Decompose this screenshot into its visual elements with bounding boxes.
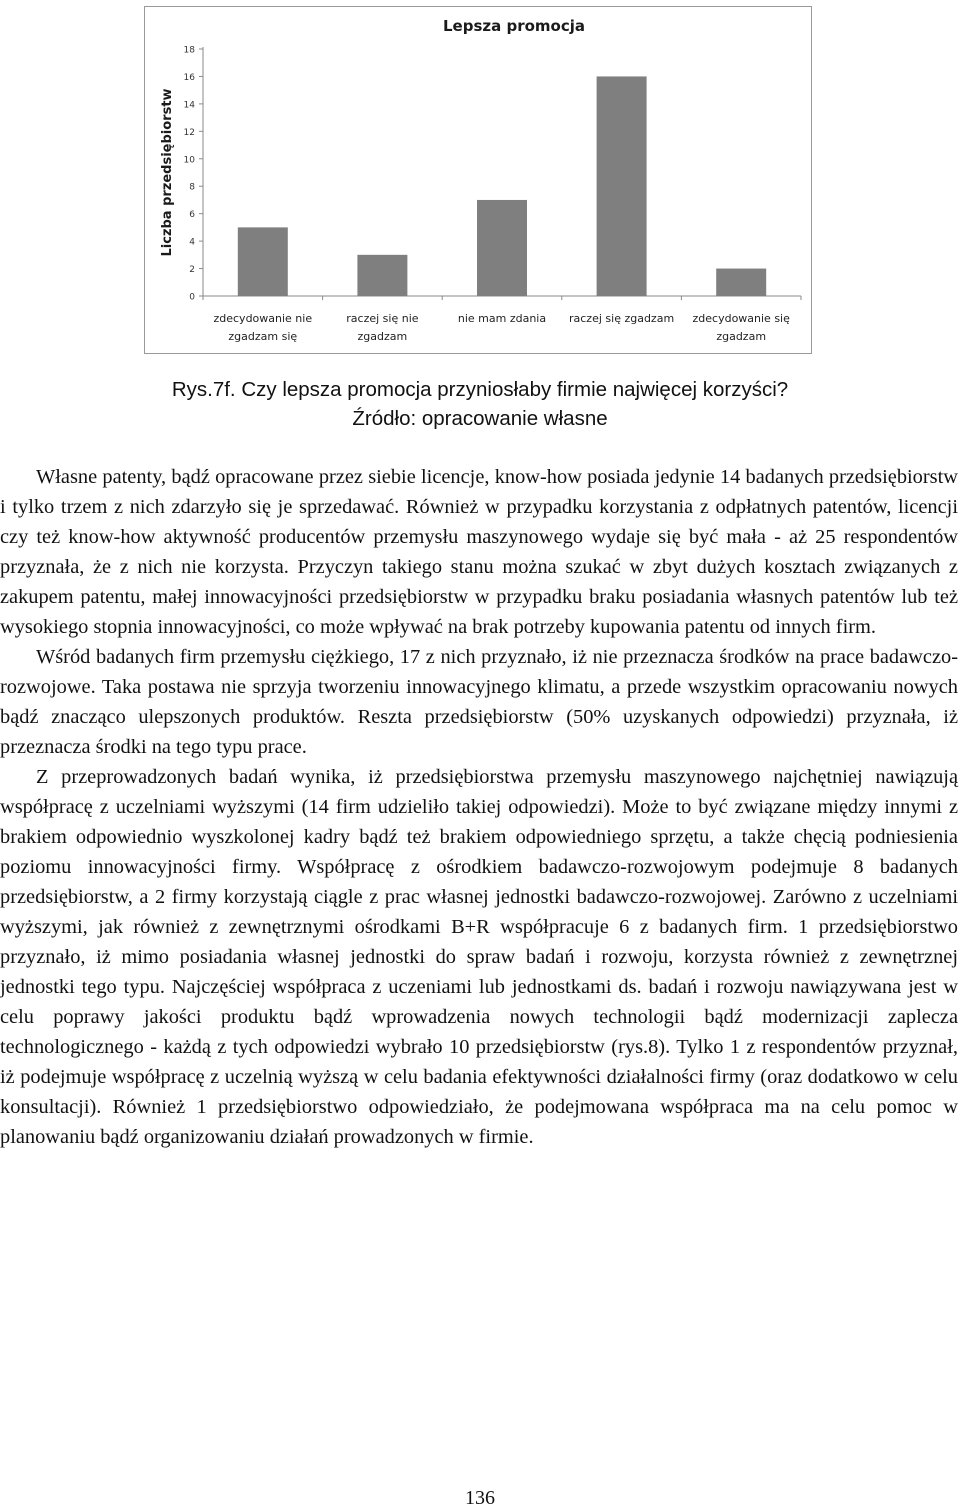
y-tick-label: 4 [189,237,195,248]
chart-figure [144,6,812,354]
y-tick-label: 2 [189,265,195,276]
body-text [0,462,958,1152]
bar [477,200,527,296]
y-tick-label: 16 [183,72,195,83]
bar [238,227,288,296]
y-tick-label: 6 [189,210,195,221]
x-tick-label: zgadzam [357,330,408,343]
y-tick-label: 12 [183,127,195,138]
paragraph-3: Z przeprowadzonych badań wynika, iż przedsiębiorstwa przemysłu maszynowego najchętniej nawiązują współpracę z uczelniami wyższymi (14 firm udzieliło takiej odpowiedzi). Może to być związane między innymi z brakiem odpowiednio wyszkolonej kadry bądź też brakiem odpowiedniego sprzętu, a także chęcią podniesienia poziomu innowacyjności firmy. Współpracę z ośrodkiem badawczo-rozwojowym podejmuje 8 badanych przedsiębiorstw, a 2 firmy korzystają ciągle z prac własnej jednostki badawczo-rozwojowej. Zarówno z uczelniami wyższymi, jak również z zewnętrznymi ośrodkami B+R współpracuje 6 z badanych firm. 1 przedsiębiorstwo przyznało, iż mimo posiadania własnej jednostki do spraw badań i rozwoju, korzysta również z zewnętrznej jednostki tego typu. Najczęściej współpraca z uczeniami lub jednostkami ds. badań i rozwoju nawiązywana jest w celu poprawy jakości produktu bądź wprowadzenia nowych technologii bądź modernizacji zaplecza technologicznego - każdą z tych odpowiedzi wybrało 10 przedsiębiorstw (rys.8). Tylko 1 z respondentów przyznał, iż podejmuje współpracę z uczelnią wyższą w celu badania efektywności działalności firmy (oraz dodatkowo w celu konsultacji). Również 1 przedsiębiorstwo odpowiedziało, że podejmowana współpraca ma na celu pomoc w planowaniu bądź organizowaniu działań prowadzonych w firmie. [0,766,958,1148]
y-tick-label: 18 [183,45,195,56]
y-tick-label: 8 [189,182,195,193]
x-tick-label: zgadzam się [228,330,298,343]
y-tick-label: 10 [183,155,195,166]
x-tick-label: zdecydowanie się [692,312,790,325]
y-tick-label: 14 [183,100,195,111]
figure-source: Źródło: opracowanie własne [352,407,608,430]
bar [357,255,407,296]
paragraph-2: Wśród badanych firm przemysłu ciężkiego, 17 z nich przyznało, iż nie przeznacza środków na prace badawczo-rozwojowe. Taka postawa nie sprzyja tworzeniu innowacyjnego klimatu, a przede wszystkim opracowaniu nowych bądź znacząco ulepszonych produktów. Reszta przedsiębiorstw (50% uzyskanych odpowiedzi) przyznała, iż przeznacza środki na tego typu prace. [0,646,958,758]
y-axis-label: Liczba przedsiębiorstw [160,88,175,257]
paragraph-1: Własne patenty, bądź opracowane przez siebie licencje, know-how posiada jedynie 14 badanych przedsiębiorstw i tylko trzem z nich zdarzyło się je sprzedawać. Również w przypadku korzystania z odpłatnych patentów, licencji czy też know-how aktywność producentów przemysłu maszynowego wydaje się być mała - aż 25 respondentów przyznała, że z nich nie korzysta. Przyczyn takiego stanu można szukać w zbyt dużych kosztach związanych z zakupem patentu, małej innowacyjności przedsiębiorstw w przypadku braku posiadania własnych patentów lub też wysokiego stopnia innowacyjności, co może wpływać na brak potrzeby kupowania patentu od innych firm. [0,466,958,638]
x-tick-label: zgadzam [716,330,767,343]
x-tick-label: zdecydowanie nie [213,312,313,325]
x-tick-label: raczej się nie [346,312,419,325]
x-tick-label: nie mam zdania [457,312,547,325]
x-tick-label: raczej się zgadzam [569,312,675,325]
figure-caption: Rys.7f. Czy lepsza promocja przyniosłaby firmie najwięcej korzyści? [171,378,789,401]
chart-title: Lepsza promocja [442,17,586,35]
y-tick-label: 0 [189,292,195,303]
page-number: 136 [465,1487,495,1509]
bar [597,76,647,296]
bar-chart [145,7,811,353]
bar [716,269,766,296]
